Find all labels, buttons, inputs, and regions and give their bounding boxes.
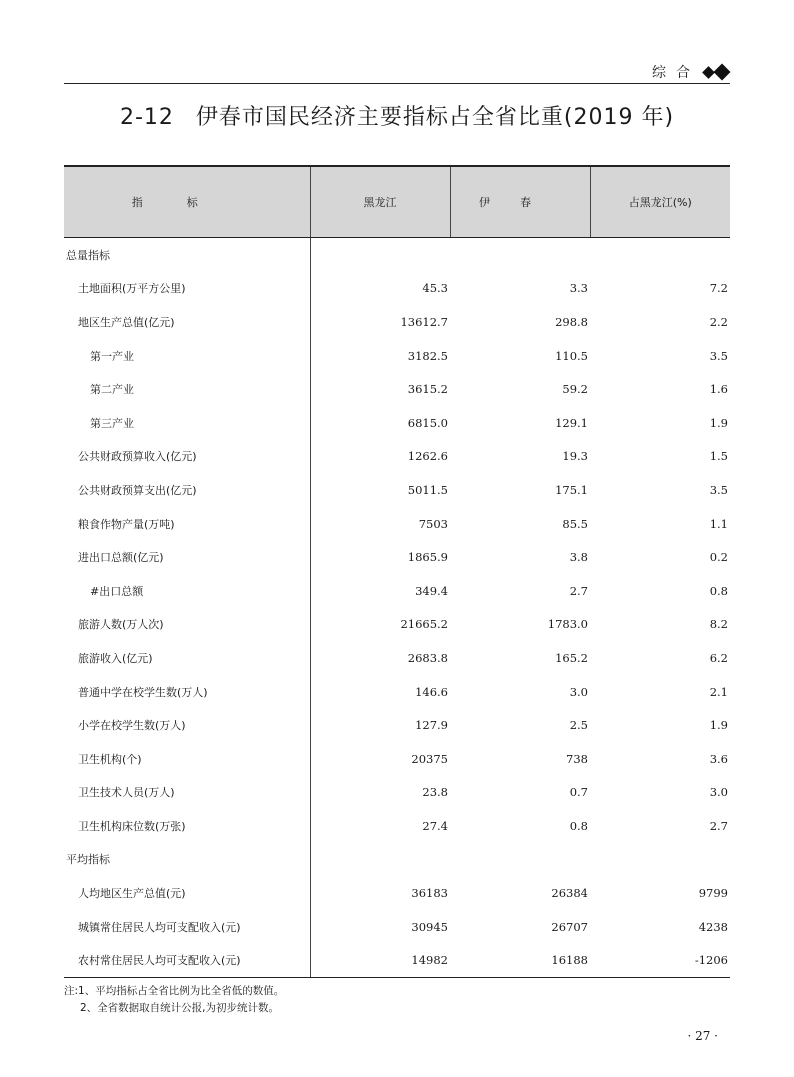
table-row — [64, 440, 730, 474]
value-heilongjiang — [310, 238, 450, 272]
value-share: 3.6 — [709, 751, 728, 766]
value-heilongjiang: 23.8 — [422, 785, 448, 800]
page-number: · 27 · — [687, 1029, 718, 1043]
row-indicator-label: 第一产业 — [64, 339, 310, 373]
row-indicator-label: 公共财政预算收入(亿元) — [64, 440, 310, 474]
row-indicator-label: 旅游收入(亿元) — [64, 641, 310, 675]
value-heilongjiang: 146.6 — [415, 684, 448, 699]
value-heilongjiang: 7503 — [418, 516, 448, 531]
table-row — [64, 473, 730, 507]
row-indicator-label: 第二产业 — [64, 372, 310, 406]
row-group-label: 平均指标 — [64, 843, 310, 877]
column-header-indicator: 指标 — [64, 166, 310, 238]
value-yichun — [450, 238, 590, 272]
row-indicator-label: 旅游人数(万人次) — [64, 608, 310, 642]
value-share: 6.2 — [709, 650, 728, 665]
value-share: 1.5 — [709, 449, 728, 464]
value-yichun: 175.1 — [555, 482, 588, 497]
section-header — [652, 62, 728, 82]
row-indicator-label: 粮食作物产量(万吨) — [64, 507, 310, 541]
row-indicator-label: 公共财政预算支出(亿元) — [64, 473, 310, 507]
value-yichun: 26384 — [551, 886, 588, 901]
value-share: 2.7 — [709, 818, 728, 833]
value-heilongjiang: 3182.5 — [407, 348, 448, 363]
table-header-row — [64, 166, 730, 238]
value-yichun: 16188 — [450, 943, 590, 977]
table-number: 2-12 — [119, 105, 174, 130]
value-yichun: 738 — [566, 751, 588, 766]
value-yichun: 3.3 — [569, 281, 588, 296]
table-row — [64, 372, 730, 406]
value-heilongjiang: 349.4 — [415, 583, 448, 598]
table-row — [64, 708, 730, 742]
value-yichun: 3.0 — [569, 684, 588, 699]
value-share: 0.2 — [709, 550, 728, 565]
value-heilongjiang: 45.3 — [422, 281, 448, 296]
table-row — [64, 238, 730, 272]
value-yichun: 298.8 — [555, 314, 588, 329]
value-yichun: 59.2 — [562, 382, 588, 397]
value-share: 3.5 — [709, 348, 728, 363]
value-heilongjiang: 5011.5 — [407, 482, 448, 497]
value-share: 9799 — [698, 886, 728, 901]
row-indicator-label: 人均地区生产总值(元) — [64, 876, 310, 910]
row-indicator-label: 卫生技术人员(万人) — [64, 776, 310, 810]
value-share: 4238 — [698, 919, 728, 934]
row-indicator-label: 卫生机构床位数(万张) — [64, 809, 310, 843]
table-row — [64, 540, 730, 574]
table-row — [64, 406, 730, 440]
table-row — [64, 272, 730, 306]
table-row — [64, 675, 730, 709]
value-share: 2.1 — [709, 684, 728, 699]
value-heilongjiang: 1865.9 — [407, 550, 448, 565]
table-row — [64, 339, 730, 373]
value-share: 3.5 — [709, 482, 728, 497]
value-heilongjiang: 36183 — [411, 886, 448, 901]
column-header-heilongjiang: 黑龙江 — [310, 166, 450, 238]
footnotes — [64, 983, 284, 1017]
value-heilongjiang — [310, 843, 450, 877]
row-indicator-label: 农村常住居民人均可支配收入(元) — [64, 943, 310, 977]
value-share — [590, 238, 730, 272]
value-yichun: 3.8 — [569, 550, 588, 565]
value-heilongjiang: 21665.2 — [400, 617, 448, 632]
value-yichun: 0.8 — [569, 818, 588, 833]
value-yichun — [450, 843, 590, 877]
diamond-ornament-icon — [704, 66, 728, 78]
table-row — [64, 776, 730, 810]
row-indicator-label: 城镇常住居民人均可支配收入(元) — [64, 910, 310, 944]
table-row — [64, 574, 730, 608]
value-yichun: 26707 — [551, 919, 588, 934]
data-table — [64, 165, 730, 978]
row-group-label: 总量指标 — [64, 238, 310, 272]
footnote-2: 2、全省数据取自统计公报,为初步统计数。 — [80, 1002, 280, 1014]
value-heilongjiang: 14982 — [310, 943, 450, 977]
value-share: 7.2 — [709, 281, 728, 296]
value-heilongjiang: 2683.8 — [407, 650, 448, 665]
row-indicator-label: 地区生产总值(亿元) — [64, 305, 310, 339]
value-share: 1.9 — [709, 718, 728, 733]
value-yichun: 85.5 — [562, 516, 588, 531]
row-indicator-label: 卫生机构(个) — [64, 742, 310, 776]
value-heilongjiang: 3615.2 — [407, 382, 448, 397]
value-yichun: 2.5 — [569, 718, 588, 733]
value-share: 0.8 — [709, 583, 728, 598]
table-title: 伊春市国民经济主要指标占全省比重(2019 年) — [195, 105, 675, 130]
value-yichun: 0.7 — [569, 785, 588, 800]
row-indicator-label: #出口总额 — [64, 574, 310, 608]
value-share: 8.2 — [709, 617, 728, 632]
table-row — [64, 641, 730, 675]
table-row — [64, 910, 730, 944]
value-share: 1.6 — [709, 382, 728, 397]
row-indicator-label: 土地面积(万平方公里) — [64, 272, 310, 306]
value-heilongjiang: 20375 — [411, 751, 448, 766]
table-row — [64, 809, 730, 843]
table-row — [64, 305, 730, 339]
table-row — [64, 608, 730, 642]
row-indicator-label: 普通中学在校学生数(万人) — [64, 675, 310, 709]
page-title — [0, 100, 794, 131]
value-share: 3.0 — [709, 785, 728, 800]
value-heilongjiang: 6815.0 — [407, 415, 448, 430]
footnote-1: 注:1、平均指标占全省比例为比全省低的数值。 — [64, 985, 285, 997]
value-heilongjiang: 30945 — [411, 919, 448, 934]
value-share: 2.2 — [709, 314, 728, 329]
row-indicator-label: 第三产业 — [64, 406, 310, 440]
column-header-share: 占黑龙江(%) — [590, 166, 730, 238]
value-yichun: 2.7 — [569, 583, 588, 598]
value-share: 1.9 — [709, 415, 728, 430]
value-yichun: 110.5 — [555, 348, 588, 363]
row-indicator-label: 小学在校学生数(万人) — [64, 708, 310, 742]
value-heilongjiang: 1262.6 — [407, 449, 448, 464]
value-heilongjiang: 27.4 — [422, 818, 448, 833]
column-header-yichun: 伊春 — [450, 166, 590, 238]
table-row — [64, 507, 730, 541]
value-yichun: 165.2 — [555, 650, 588, 665]
value-share: -1206 — [590, 943, 730, 977]
value-yichun: 129.1 — [555, 415, 588, 430]
value-yichun: 1783.0 — [547, 617, 588, 632]
table-row — [64, 876, 730, 910]
value-share: 1.1 — [709, 516, 728, 531]
value-share — [590, 843, 730, 877]
section-label: 综合 — [652, 65, 700, 81]
table-row — [64, 843, 730, 877]
value-yichun: 19.3 — [562, 449, 588, 464]
header-rule — [64, 83, 730, 84]
table-row — [64, 742, 730, 776]
row-indicator-label: 进出口总额(亿元) — [64, 540, 310, 574]
table-row — [64, 943, 730, 977]
value-heilongjiang: 127.9 — [415, 718, 448, 733]
value-heilongjiang: 13612.7 — [400, 314, 448, 329]
